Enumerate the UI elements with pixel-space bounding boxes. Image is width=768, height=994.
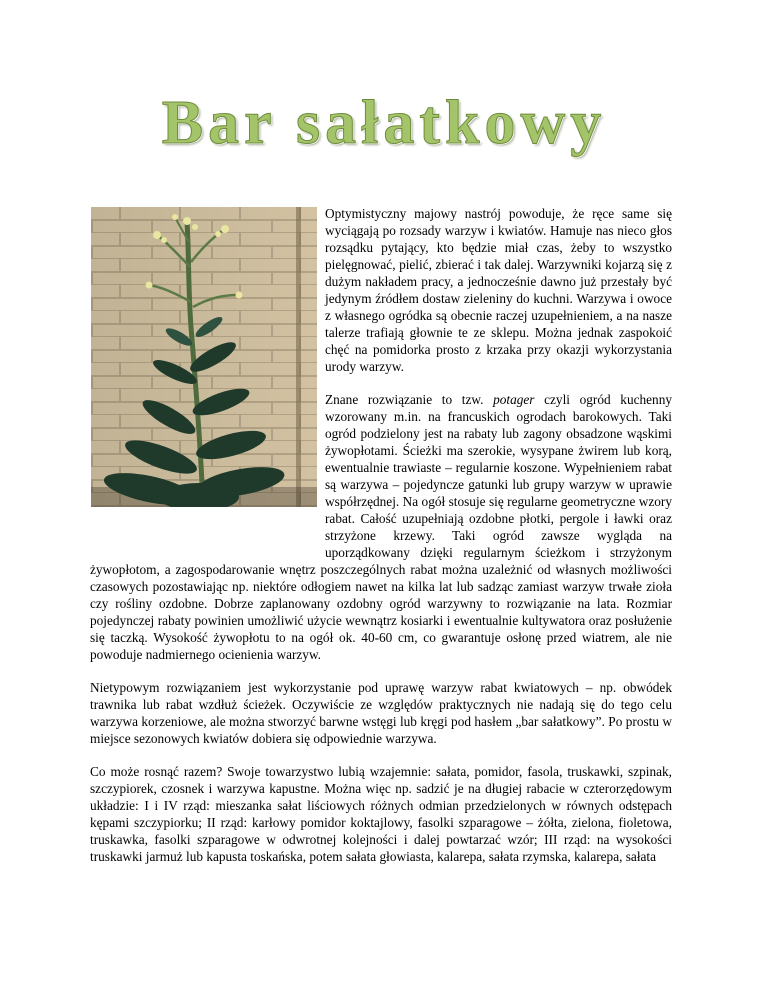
paragraph-text: Optymistyczny majowy nastrój powoduje, że ręce same się wyciągają po rozsady warzyw i kwiatów. Hamuje nas nieco głos rozsądku pytający, kto będzie miał czas, żeby to wszystko pielęgnować, pielić, zbierać i tak dalej. Warzywniki kojarzą się z dużym nakładem pracy, a jednocześnie dawno już przestały być jedynym źródłem dostaw zieleniny do kuchni. Warzywa i owoce z własnego ogródka są obecnie raczej uzupełnieniem, a na nasze talerze trafiają głownie te ze sklepu. Można jednak zaspokoić chęć na pomidorka prosto z krzaka przy okazji wykorzystania urody warzyw. bbox=[325, 206, 672, 374]
italic-term: potager bbox=[493, 392, 535, 407]
paragraph-text: czyli ogród kuchenny wzorowany m.in. na francuskich ogrodach barokowych. Taki ogród podzielony jest na rabaty lub zagony obsadzone wąskimi żywopłotami. Ścieżki ma szerokie, wysypane żwirem lub korą, ewentualnie trawiaste – regularnie koszone. Wypełnieniem rabat są warzywa – pojedyncze gatunki lub grupy warzyw w uprawie współrzędnej. Na ogół stosuje się regularne geometryczne wzory rabat. Całość uzupełniają ozdobne płotki, pergole i ławki oraz strzyżone krzewy. Taki ogród zawsze wygląda na uporządkowany dzięki regularnym ścieżkom i strzyżonym żywopłotom, a zagospodarowanie wnętrz poszczególnych rabat można uzależnić od własnych możliwości czasowych pozostawiając np. niektóre odłogiem nawet na kilka lat lub sadząc zamiast warzyw trwałe zioła czy rośliny ozdobne. Dobrze zaplanowany ozdobny ogród warzywny to rozwiązanie na lata. Rozmiar pojedynczej rabaty powinien umożliwić użycie wewnątrz kosiarki i ewentualnie kultywatora oraz posłużenie się taczką. Wysokość żywopłotu to na ogół ok. 40-60 cm, co gwarantuje osłonę przed wiatrem, ale nie powoduje nadmiernego ocienienia warzyw. bbox=[90, 392, 673, 662]
page-title: Bar sałatkowy bbox=[161, 89, 607, 157]
photo-wrap-spacer bbox=[90, 205, 325, 558]
paragraph-text: Co może rosnąć razem? Swoje towarzystwo lubią wzajemnie: sałata, pomidor, fasola, truskawki, szpinak, szczypiorek, czosnek i warzywa kapustne. Można więc np. sadzić je na długiej rabacie w czterorzędowym układzie: I i IV rząd: mieszanka sałat liściowych różnych odmian przedzielonych w równych odstępach kępami szczypiorku; II rząd: karłowy pomidor koktajlowy, fasolki szparagowe – żółta, zielona, fioletowa, truskawka, fasolki szparagowe w odwrotnej kolejności i dalej powtarzać wzór; III rząd: na wysokości truskawki jarmuż lub kapusta toskańska, potem sałata głowiasta, kalarepa, sałata rzymska, kalarepa, sałata bbox=[90, 764, 672, 864]
article-body bbox=[90, 205, 672, 881]
paragraph-3 bbox=[90, 679, 672, 747]
paragraph-text: Znane rozwiązanie to tzw. bbox=[325, 392, 494, 407]
paragraph-4 bbox=[90, 763, 672, 865]
paragraph-text: Nietypowym rozwiązaniem jest wykorzystanie pod uprawę warzyw rabat kwiatowych – np. obwódek trawnika lub rabat wzdłuż ścieżek. Oczywiście ze względów praktycznych nie nadają się do tego celu warzywa korzeniowe, ale można stworzyć barwne wstęgi lub kręgi pod hasłem „bar sałatkowy”. Po prostu w miejsce sezonowych kwiatów dobiera się odpowiednie warzywa. bbox=[90, 680, 672, 746]
